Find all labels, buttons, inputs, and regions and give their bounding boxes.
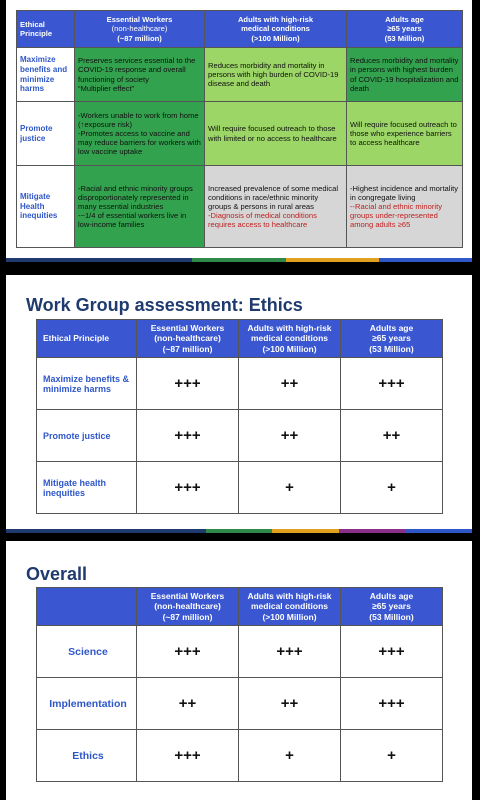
slide-title: Overall: [26, 564, 88, 584]
score-cell: +++: [341, 678, 443, 730]
row-label: Mitigate Health inequities: [17, 166, 75, 248]
score-cell: ++: [137, 678, 239, 730]
score-cell: +++: [137, 410, 239, 462]
score-cell: +++: [137, 626, 239, 678]
slide-ethics-detail: [6, 0, 472, 262]
score-cell: +: [341, 730, 443, 782]
table-row: [37, 462, 443, 514]
table-row: [37, 678, 443, 730]
cell: Reduces morbidity and mortality in persons with highest burden of COVID-19 hospitalization and death: [347, 48, 463, 102]
row-label: Science: [37, 626, 137, 678]
score-cell: +++: [341, 358, 443, 410]
score-cell: +++: [239, 626, 341, 678]
score-cell: ++: [239, 358, 341, 410]
table-row: [37, 358, 443, 410]
cell: Preserves services essential to the COVID-19 response and overall functioning of society “Multiplier effect”: [75, 48, 205, 102]
slide-footer-bar: [6, 258, 472, 262]
cell: Will require focused outreach to those with limited or no access to healthcare: [205, 102, 347, 166]
header-essential-workers: Essential Workers (non-healthcare) (~87 million): [75, 11, 205, 48]
header-blank: [37, 588, 137, 626]
table-row: [17, 166, 463, 248]
row-label: Maximize benefits & minimize harms: [37, 358, 137, 410]
score-cell: +++: [137, 462, 239, 514]
score-cell: +++: [137, 358, 239, 410]
score-cell: +: [341, 462, 443, 514]
score-cell: ++: [239, 678, 341, 730]
slide-work-group-ethics: [6, 275, 472, 533]
row-label: Maximize benefits and minimize harms: [17, 48, 75, 102]
row-label: Ethics: [37, 730, 137, 782]
score-cell: ++: [341, 410, 443, 462]
slide-title: Work Group assessment: Ethics: [26, 295, 303, 315]
score-cell: +: [239, 730, 341, 782]
cell: -Racial and ethnic minority groups disproportionately represented in many essential industries -~1/4 of essential workers live in low-income families: [75, 166, 205, 248]
cell: Increased prevalence of some medical conditions in race/ethnic minority groups & persons in rural areas -Diagnosis of medical conditions requires access to healthcare: [205, 166, 347, 248]
header-row: [37, 588, 443, 626]
header-adults-65: Adults age ≥65 years (53 Million): [341, 320, 443, 358]
header-high-risk-adults: Adults with high-risk medical conditions (>100 Million): [205, 11, 347, 48]
score-cell: +++: [341, 626, 443, 678]
header-adults-65: Adults age ≥65 years (53 Million): [347, 11, 463, 48]
slide-overall: [6, 541, 472, 800]
row-label: Implementation: [37, 678, 137, 730]
header-row: [17, 11, 463, 48]
score-cell: ++: [239, 410, 341, 462]
row-label: Promote justice: [37, 410, 137, 462]
cell: -Workers unable to work from home (↑exposure risk) -Promotes access to vaccine and may reduce barriers for workers with low vaccine uptake: [75, 102, 205, 166]
table-row: [17, 48, 463, 102]
score-cell: +: [239, 462, 341, 514]
header-essential-workers: Essential Workers (non-healthcare) (~87 million): [137, 588, 239, 626]
score-cell: +++: [137, 730, 239, 782]
overall-assessment-table: [36, 587, 443, 782]
table-row: [37, 626, 443, 678]
row-label: Mitigate health inequities: [37, 462, 137, 514]
table-row: [17, 102, 463, 166]
table-row: [37, 410, 443, 462]
ethics-detail-table: [16, 10, 463, 248]
header-essential-workers: Essential Workers (non-healthcare) (~87 million): [137, 320, 239, 358]
table-row: [37, 730, 443, 782]
cell: Reduces morbidity and mortality in persons with high burden of COVID-19 disease and death: [205, 48, 347, 102]
header-high-risk-adults: Adults with high-risk medical conditions (>100 Million): [239, 588, 341, 626]
slide-footer-bar: [6, 529, 472, 533]
row-label: Promote justice: [17, 102, 75, 166]
header-high-risk-adults: Adults with high-risk medical conditions (>100 Million): [239, 320, 341, 358]
header-adults-65: Adults age ≥65 years (53 Million): [341, 588, 443, 626]
header-row: [37, 320, 443, 358]
ethics-assessment-table: [36, 319, 443, 514]
cell: Will require focused outreach to those who experience barriers to access healthcare: [347, 102, 463, 166]
header-ethical-principle: Ethical Principle: [37, 320, 137, 358]
header-ethical-principle: Ethical Principle: [17, 11, 75, 48]
cell: -Highest incidence and mortality in congregate living --Racial and ethnic minority groups under-represented among adults ≥65: [347, 166, 463, 248]
